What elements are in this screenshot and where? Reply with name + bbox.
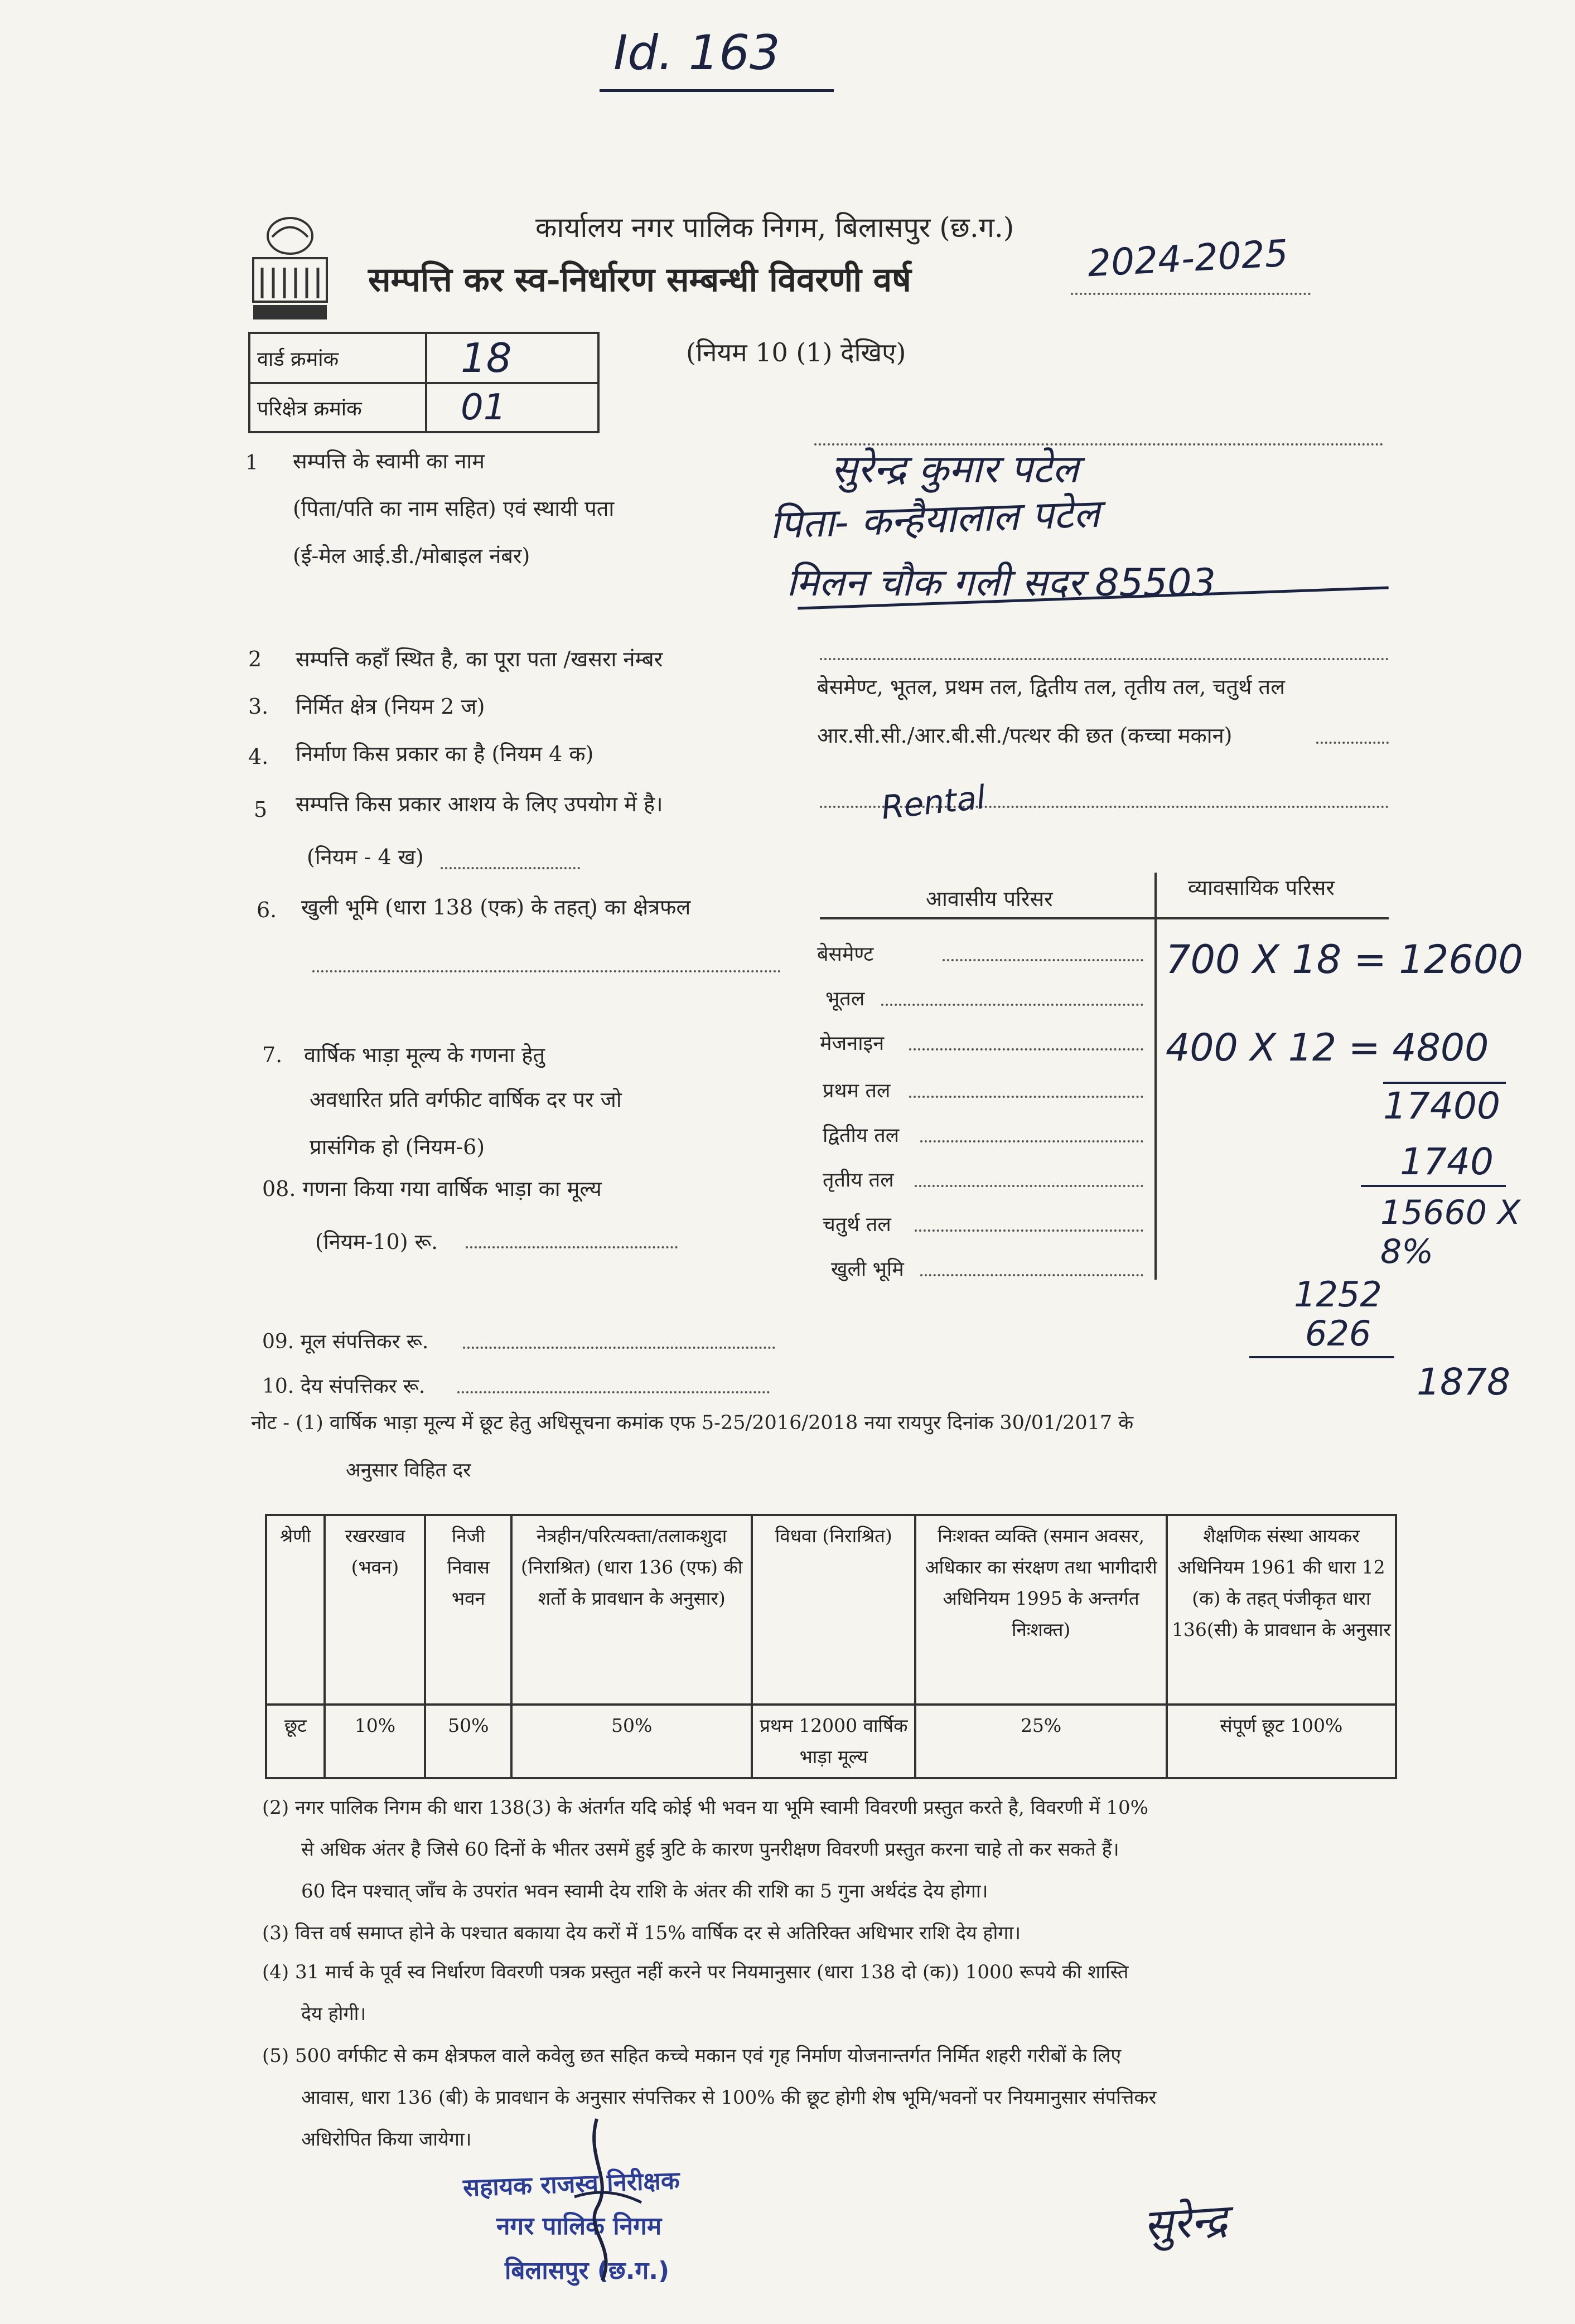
rates-header-row	[266, 1515, 1396, 1705]
note-5-line-2: आवास, धारा 136 (बी) के प्रावधान के अनुसार संपत्तिकर से 100% की छूट होगी शेष भूमि/भवनों पर नियमानुसार संपत्तिकर	[301, 2086, 1157, 2109]
floor-first: प्रथम तल	[823, 1079, 891, 1102]
note-4-line-2: देय होगी।	[301, 2003, 366, 2025]
rates-header-cell: श्रेणी	[266, 1515, 325, 1705]
commercial-column-header: व्यावसायिक परिसर	[1188, 875, 1335, 900]
note-4-line-1: (4) 31 मार्च के पूर्व स्व निर्धारण विवरणी पत्रक प्रस्तुत नहीं करने पर नियमानुसार (धारा 138 दो (क)) 1000 रूपये की शास्ति	[262, 1961, 1129, 1983]
note-2-line-1: (2) नगर पालिक निगम की धारा 138(3) के अंतर्गत यदि कोई भी भवन या भूमि स्वामी विवरणी प्रस्तुत करते है, विवरणी में 10%	[262, 1797, 1149, 1819]
floor-dotline-1	[943, 959, 1143, 961]
premises-header-rule	[820, 917, 1389, 919]
rates-value-cell: 50%	[425, 1705, 511, 1778]
office-name: कार्यालय नगर पालिक निगम, बिलासपुर (छ.ग.)	[535, 211, 1014, 244]
f2-label-text: सम्पत्ति कहाँ स्थित है, का पूरा पता /खसरा नंम्बर	[296, 647, 663, 671]
f3-value: बेसमेण्ट, भूतल, प्रथम तल, द्वितीय तल, तृतीय तल, चतुर्थ तल	[817, 675, 1285, 699]
note-5-line-3: अधिरोपित किया जायेगा।	[301, 2128, 472, 2151]
f8-dotline	[466, 1246, 678, 1248]
floor-dotline-4	[909, 1096, 1143, 1098]
f10-label: 10. देय संपत्तिकर रू.	[262, 1375, 426, 1398]
officer-signature-mark	[563, 2113, 653, 2292]
sum-rule-1	[1383, 1082, 1506, 1084]
document-id: Id. 163	[613, 25, 780, 81]
f4-number: 4.	[248, 744, 269, 769]
f2-number: 2	[248, 647, 262, 671]
rates-value-row	[266, 1705, 1396, 1778]
tax-half: 626	[1305, 1313, 1371, 1354]
calc-total: 17400	[1383, 1084, 1500, 1127]
f5-label-2: (नियम - 4 ख)	[307, 845, 424, 869]
owner-address: मिलन चौक गली सदर 85503	[786, 561, 1216, 605]
note-3: (3) वित्त वर्ष समाप्त होने के पश्चात बकाया देय करों में 15% वार्षिक दर से अतिरिक्त अधिभार राशि देय होगा।	[262, 1922, 1021, 1944]
f5-label-1: सम्पत्ति किस प्रकार आशय के लिए उपयोग में है।	[296, 792, 663, 816]
f3-number: 3.	[248, 694, 269, 719]
note-2-line-2: से अधिक अंतर है जिसे 60 दिनों के भीतर उसमें हुई त्रुटि के कारण पुनरीक्षण विवरणी प्रस्तुत करना चाहे तो कर सकते हैं।	[301, 1838, 1119, 1861]
ward-label: वार्ड क्रमांक	[249, 333, 426, 383]
form-title: सम्पत्ति कर स्व-निर्धारण सम्बन्धी विवरणी वर्ष	[368, 260, 911, 299]
f8-label: 08. गणना किया गया वार्षिक भाड़ा का मूल्य	[262, 1176, 602, 1201]
rates-header-cell: रखरखाव (भवन)	[325, 1515, 425, 1705]
circle-label: परिक्षेत्र क्रमांक	[249, 383, 426, 432]
f7-number: 7.	[262, 1043, 283, 1067]
f6-label: खुली भूमि (धारा 138 (एक) के तहत्) का क्षेत्रफल	[301, 895, 691, 919]
f6-dotline	[312, 970, 781, 972]
calc-net: 15660 X 8%	[1380, 1193, 1521, 1271]
f10-dotline	[457, 1391, 770, 1393]
year-dotline	[1071, 293, 1311, 295]
corporation-emblem-icon	[245, 215, 335, 326]
note-5-line-1: (5) 500 वर्गफीट से कम क्षेत्रफल वाले कवेलु छत सहित कच्चे मकान एवं गृह निर्माण योजनान्तर्गत निर्मित शहरी गरीबों के लिए	[262, 2045, 1122, 2067]
floor-open-land: खुली भूमि	[831, 1258, 904, 1281]
f1-number: 1	[245, 452, 258, 475]
f5-number: 5	[254, 797, 268, 822]
f4-dotline	[1316, 742, 1389, 744]
floor-mezzanine: मेजनाइन	[820, 1032, 885, 1055]
floor-third: तृतीय तल	[823, 1169, 894, 1192]
f1-label-3: (ई-मेल आई.डी./मोबाइल नंबर)	[293, 544, 530, 568]
rates-header-cell: निःशक्त व्यक्ति (समान अवसर, अधिकार का संरक्षण तथा भागीदारी अधिनियम 1995 के अन्तर्गत निःशक्त)	[915, 1515, 1166, 1705]
premises-divider	[1154, 873, 1157, 1280]
calc-tenth: 1740	[1400, 1140, 1494, 1183]
f7-label-1: वार्षिक भाड़ा मूल्य के गणना हेतु	[304, 1043, 545, 1067]
circle-value: 01	[426, 383, 598, 432]
rates-value-cell: 50%	[511, 1705, 752, 1778]
sum-rule-3	[1249, 1356, 1394, 1358]
floor-second: द्वितीय तल	[823, 1124, 900, 1147]
floor-dotline-2	[881, 1004, 1143, 1006]
floor-dotline-6	[915, 1185, 1143, 1187]
floor-dotline-7	[915, 1229, 1143, 1232]
rates-header-cell: नेत्रहीन/परित्यक्ता/तलाकशुदा (निराश्रित) (धारा 136 (एफ) की शर्तो के प्रावधान के अनुसार)	[511, 1515, 752, 1705]
note-1-line-1: नोट - (1) वार्षिक भाड़ा मूल्य में छूट हेतु अधिसूचना कमांक एफ 5-25/2016/2018 नया रायपुर दिनांक 30/01/2017 के	[251, 1412, 1134, 1434]
f8-label-2: (नियम-10) रू.	[315, 1229, 438, 1254]
doc-id-underline	[600, 89, 834, 92]
owner-father: पिता- कन्हैयालाल पटेल	[769, 490, 1101, 548]
floor-dotline-5	[920, 1140, 1143, 1142]
rates-value-cell: प्रथम 12000 वार्षिक भाड़ा मूल्य	[752, 1705, 915, 1778]
stamp-line-2: नगर पालिक निगम	[496, 2212, 662, 2240]
f9-label: 09. मूल संपत्तिकर रू.	[262, 1330, 429, 1353]
rates-value-cell: 25%	[915, 1705, 1166, 1778]
note-1-line-2: अनुसार विहित दर	[346, 1459, 471, 1481]
f4-value: आर.सी.सी./आर.बी.सी./पत्थर की छत (कच्चा मकान)	[817, 723, 1233, 748]
sum-rule-2	[1361, 1185, 1506, 1187]
note-2-line-3: 60 दिन पश्चात् जाँच के उपरांत भवन स्वामी देय राशि के अंतर की राशि का 5 गुना अर्थदंड देय होगा।	[301, 1880, 988, 1902]
calc-ground: 700 X 18 = 12600	[1166, 937, 1523, 982]
f5-dotline	[441, 867, 580, 869]
f3-label: निर्मित क्षेत्र (नियम 2 ज)	[296, 694, 485, 719]
floor-dotline-8	[920, 1274, 1143, 1276]
f6-number: 6.	[257, 898, 277, 922]
floor-ground: भूतल	[825, 987, 865, 1010]
tax-total: 1878	[1417, 1360, 1510, 1403]
f7-label-3: प्रासंगिक हो (नियम-6)	[310, 1135, 485, 1159]
rates-header-cell: शैक्षणिक संस्था आयकर अधिनियम 1961 की धारा 12 (क) के तहत् पंजीकृत धारा 136(सी) के प्रावधान के अनुसार	[1167, 1515, 1396, 1705]
stamp-line-3: बिलासपुर (छ.ग.)	[505, 2257, 670, 2285]
ward-box	[248, 332, 600, 433]
floor-fourth: चतुर्थ तल	[823, 1213, 891, 1236]
ward-value: 18	[426, 333, 598, 383]
floor-dotline-3	[909, 1048, 1143, 1050]
f1-label-1: सम्पत्ति के स्वामी का नाम	[293, 449, 485, 473]
tax-base: 1252	[1294, 1274, 1382, 1315]
owner-name: सुरेन्द्र कुमार पटेल	[831, 446, 1079, 492]
rates-value-cell: छूट	[266, 1705, 325, 1778]
usage-value: Rental	[879, 778, 988, 827]
year-value: 2024-2025	[1086, 231, 1289, 285]
f7-label-2: अवधारित प्रति वर्गफीट वार्षिक दर पर जो	[310, 1087, 622, 1112]
rates-table	[265, 1514, 1397, 1779]
residential-column-header: आवासीय परिसर	[926, 887, 1053, 911]
floor-basement: बेसमेण्ट	[817, 943, 874, 966]
rates-value-cell: संपूर्ण छूट 100%	[1167, 1705, 1396, 1778]
rule-reference: (नियम 10 (1) देखिए)	[686, 337, 906, 367]
f1-label-2: (पिता/पति का नाम सहित) एवं स्थायी पता	[293, 496, 615, 521]
owner-signature: सुरेन्द्र	[1142, 2195, 1229, 2252]
rates-value-cell: 10%	[325, 1705, 425, 1778]
calc-first: 400 X 12 = 4800	[1166, 1026, 1489, 1070]
f2-dotline	[820, 658, 1389, 660]
f4-label: निर्माण किस प्रकार का है (नियम 4 क)	[296, 742, 594, 766]
rates-header-cell: विधवा (निराश्रित)	[752, 1515, 915, 1705]
f9-dotline	[463, 1347, 775, 1349]
rates-header-cell: निजी निवास भवन	[425, 1515, 511, 1705]
stamp-line-1: सहायक राजस्व निरीक्षक	[462, 2166, 680, 2202]
